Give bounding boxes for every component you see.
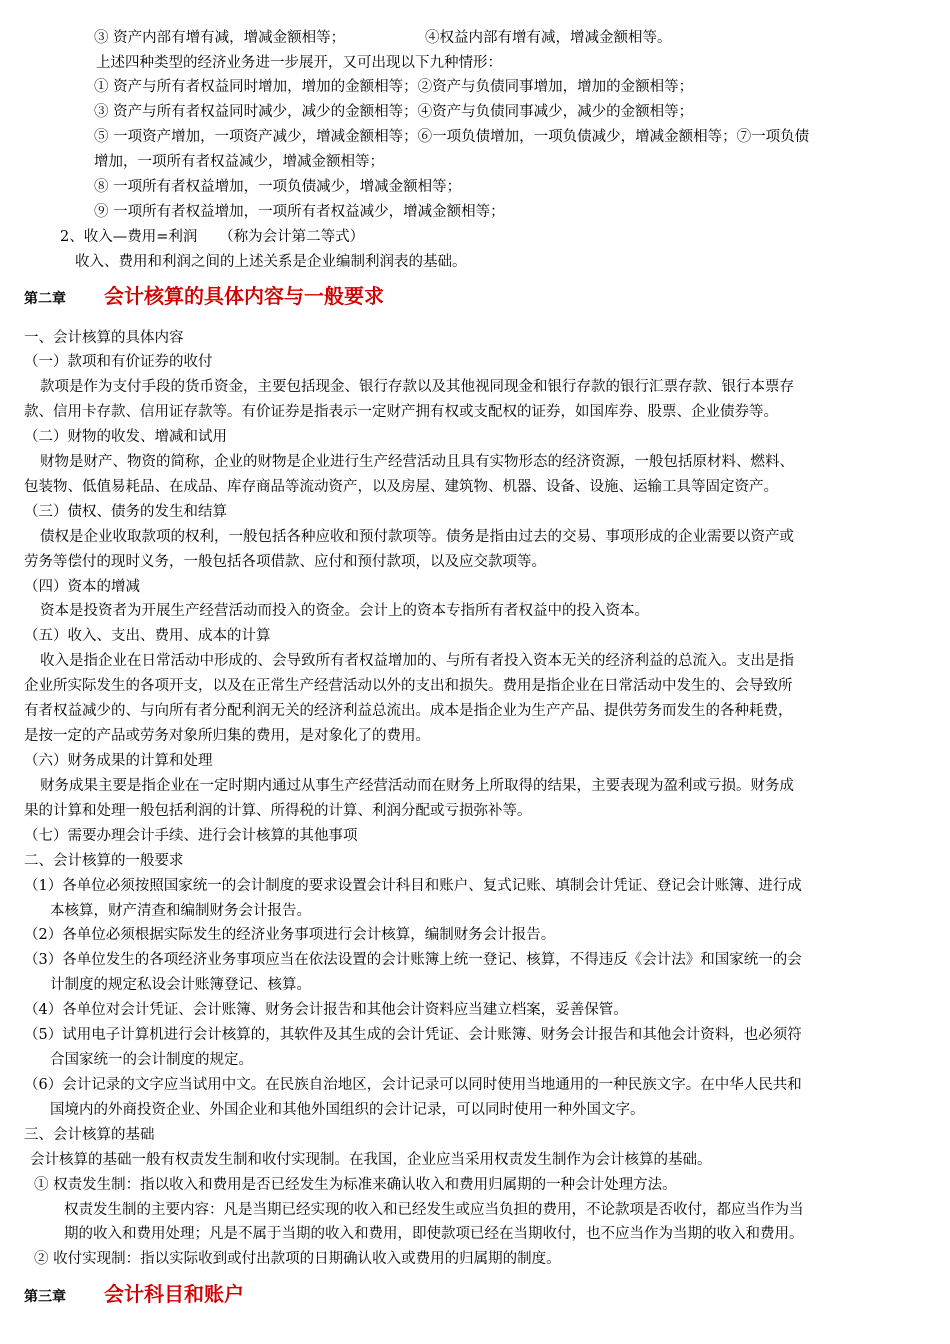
subsection-heading: （六）财务成果的计算和处理 [24, 753, 213, 769]
subsection-heading: （五）收入、支出、费用、成本的计算 [24, 628, 271, 644]
text-line: 是按一定的产品或劳务对象所归集的费用，是对象化了的费用。 [24, 728, 430, 744]
text-line: 收入、费用和利润之间的上述关系是企业编制利润表的基础。 [75, 254, 467, 270]
text-line: 增加，一项所有者权益减少，增减金额相等； [94, 154, 384, 170]
chapter-title: 会计核算的具体内容与一般要求 [104, 284, 384, 308]
section-heading: 一、会计核算的具体内容 [24, 330, 184, 346]
list-item: （4）各单位对会计凭证、会计账簿、财务会计报告和其他会计资料应当建立档案，妥善保管。 [24, 1002, 628, 1018]
chapter-number: 第三章 [24, 1289, 66, 1305]
text-line: 计制度的规定私设会计账簿登记、核算。 [50, 977, 311, 993]
subsection-heading: （四）资本的增减 [24, 579, 140, 595]
chapter-number: 第二章 [24, 291, 66, 307]
chapter-heading [24, 284, 384, 312]
list-item: （6）会计记录的文字应当试用中文。在民族自治地区，会计记录可以同时使用当地通用的一种民族文字。在中华人民共和 [24, 1077, 802, 1093]
text-line: ④权益内部有增有减，增减金额相等。 [425, 30, 672, 46]
text-line: 资本是投资者为开展生产经营活动而投入的资金。会计上的资本专指所有者权益中的投入资本。 [40, 603, 649, 619]
subsection-heading: （二）财物的收发、增减和试用 [24, 429, 227, 445]
text-line: 财物是财产、物资的简称，企业的财物是企业进行生产经营活动且具有实物形态的经济资源，一般包括原材料、燃料、 [40, 454, 794, 470]
text-line: 果的计算和处理一般包括利润的计算、所得税的计算、利润分配或亏损弥补等。 [24, 803, 532, 819]
text-line: 合国家统一的会计制度的规定。 [50, 1052, 253, 1068]
text-line: 期的收入和费用处理；凡是不属于当期的收入和费用，即使款项已经在当期收付，也不应当作为当期的收入和费用。 [64, 1226, 804, 1242]
text-line: ③ 资产与所有者权益同时减少，减少的金额相等；④资产与负债同事减少，减少的金额相等； [94, 104, 694, 120]
text-line: 2、收入—费用=利润 （称为会计第二等式） [60, 229, 365, 245]
text-line: 款、信用卡存款、信用证存款等。有价证券是指表示一定财产拥有权或支配权的证券，如国库券、股票、企业债券等。 [24, 404, 778, 420]
text-line: ⑧ 一项所有者权益增加，一项负债减少，增减金额相等； [94, 179, 462, 195]
text-line: 包装物、低值易耗品、在成品、库存商品等流动资产，以及房屋、建筑物、机器、设备、设施、运输工具等固定资产。 [24, 479, 778, 495]
text-line: ① 资产与所有者权益同时增加，增加的金额相等；②资产与负债同事增加，增加的金额相等； [94, 79, 694, 95]
list-item: ② 收付实现制：指以实际收到或付出款项的日期确认收入或费用的归属期的制度。 [34, 1251, 561, 1267]
text-line: 国境内的外商投资企业、外国企业和其他外国组织的会计记录，可以同时使用一种外国文字。 [50, 1102, 645, 1118]
list-item: （3）各单位发生的各项经济业务事项应当在依法设置的会计账簿上统一登记、核算，不得违反《会计法》和国家统一的会 [24, 952, 802, 968]
text-line: 企业所实际发生的各项开支，以及在正常生产经营活动以外的支出和损失。费用是指企业在日常活动中发生的、会导致所 [24, 678, 793, 694]
section-heading: 三、会计核算的基础 [24, 1127, 155, 1143]
chapter-heading [24, 1282, 244, 1310]
text-line: 收入是指企业在日常活动中形成的、会导致所有者权益增加的、与所有者投入资本无关的经济利益的总流入。支出是指 [40, 653, 794, 669]
list-item: （2）各单位必须根据实际发生的经济业务事项进行会计核算，编制财务会计报告。 [24, 927, 556, 943]
subsection-heading: （一）款项和有价证券的收付 [24, 354, 213, 370]
text-line: ⑤ 一项资产增加，一项资产减少，增减金额相等；⑥一项负债增加，一项负债减少，增减金额相等；⑦一项负债 [94, 129, 810, 145]
text-line: ③ 资产内部有增有减，增减金额相等； [94, 30, 346, 46]
list-item: （5）试用电子计算机进行会计核算的，其软件及其生成的会计凭证、会计账簿、财务会计报告和其他会计资料，也必须符 [24, 1027, 802, 1043]
text-line: 会计核算的基础一般有权责发生制和收付实现制。在我国，企业应当采用权责发生制作为会计核算的基础。 [30, 1152, 712, 1168]
text-line: 劳务等偿付的现时义务，一般包括各项借款、应付和预付款项，以及应交款项等。 [24, 554, 546, 570]
text-line: 上述四种类型的经济业务进一步展开，又可出现以下九种情形： [96, 55, 502, 71]
list-item: ① 权责发生制：指以收入和费用是否已经发生为标准来确认收入和费用归属期的一种会计处理方法。 [34, 1177, 677, 1193]
text-line: 有者权益减少的、与向所有者分配利润无关的经济利益总流出。成本是指企业为生产产品、提供劳务而发生的各种耗费， [24, 703, 793, 719]
text-line: 权责发生制的主要内容：凡是当期已经实现的收入和已经发生或应当负担的费用，不论款项是否收付，都应当作为当 [64, 1202, 804, 1218]
text-line: 本核算，财产清查和编制财务会计报告。 [50, 903, 311, 919]
list-item: （1）各单位必须按照国家统一的会计制度的要求设置会计科目和账户、复式记账、填制会计凭证、登记会计账簿、进行成 [24, 878, 802, 894]
subsection-heading: （七）需要办理会计手续、进行会计核算的其他事项 [24, 828, 358, 844]
text-line: 债权是企业收取款项的权利，一般包括各种应收和预付款项等。债务是指由过去的交易、事项形成的企业需要以资产或 [40, 529, 794, 545]
text-line: 财务成果主要是指企业在一定时期内通过从事生产经营活动而在财务上所取得的结果，主要表现为盈利或亏损。财务成 [40, 778, 794, 794]
text-line: 款项是作为支付手段的货币资金，主要包括现金、银行存款以及其他视同现金和银行存款的银行汇票存款、银行本票存 [40, 379, 794, 395]
text-line: ⑨ 一项所有者权益增加，一项所有者权益减少，增减金额相等； [94, 204, 505, 220]
chapter-title: 会计科目和账户 [104, 1282, 244, 1306]
section-heading: 二、会计核算的一般要求 [24, 853, 184, 869]
subsection-heading: （三）债权、债务的发生和结算 [24, 504, 227, 520]
